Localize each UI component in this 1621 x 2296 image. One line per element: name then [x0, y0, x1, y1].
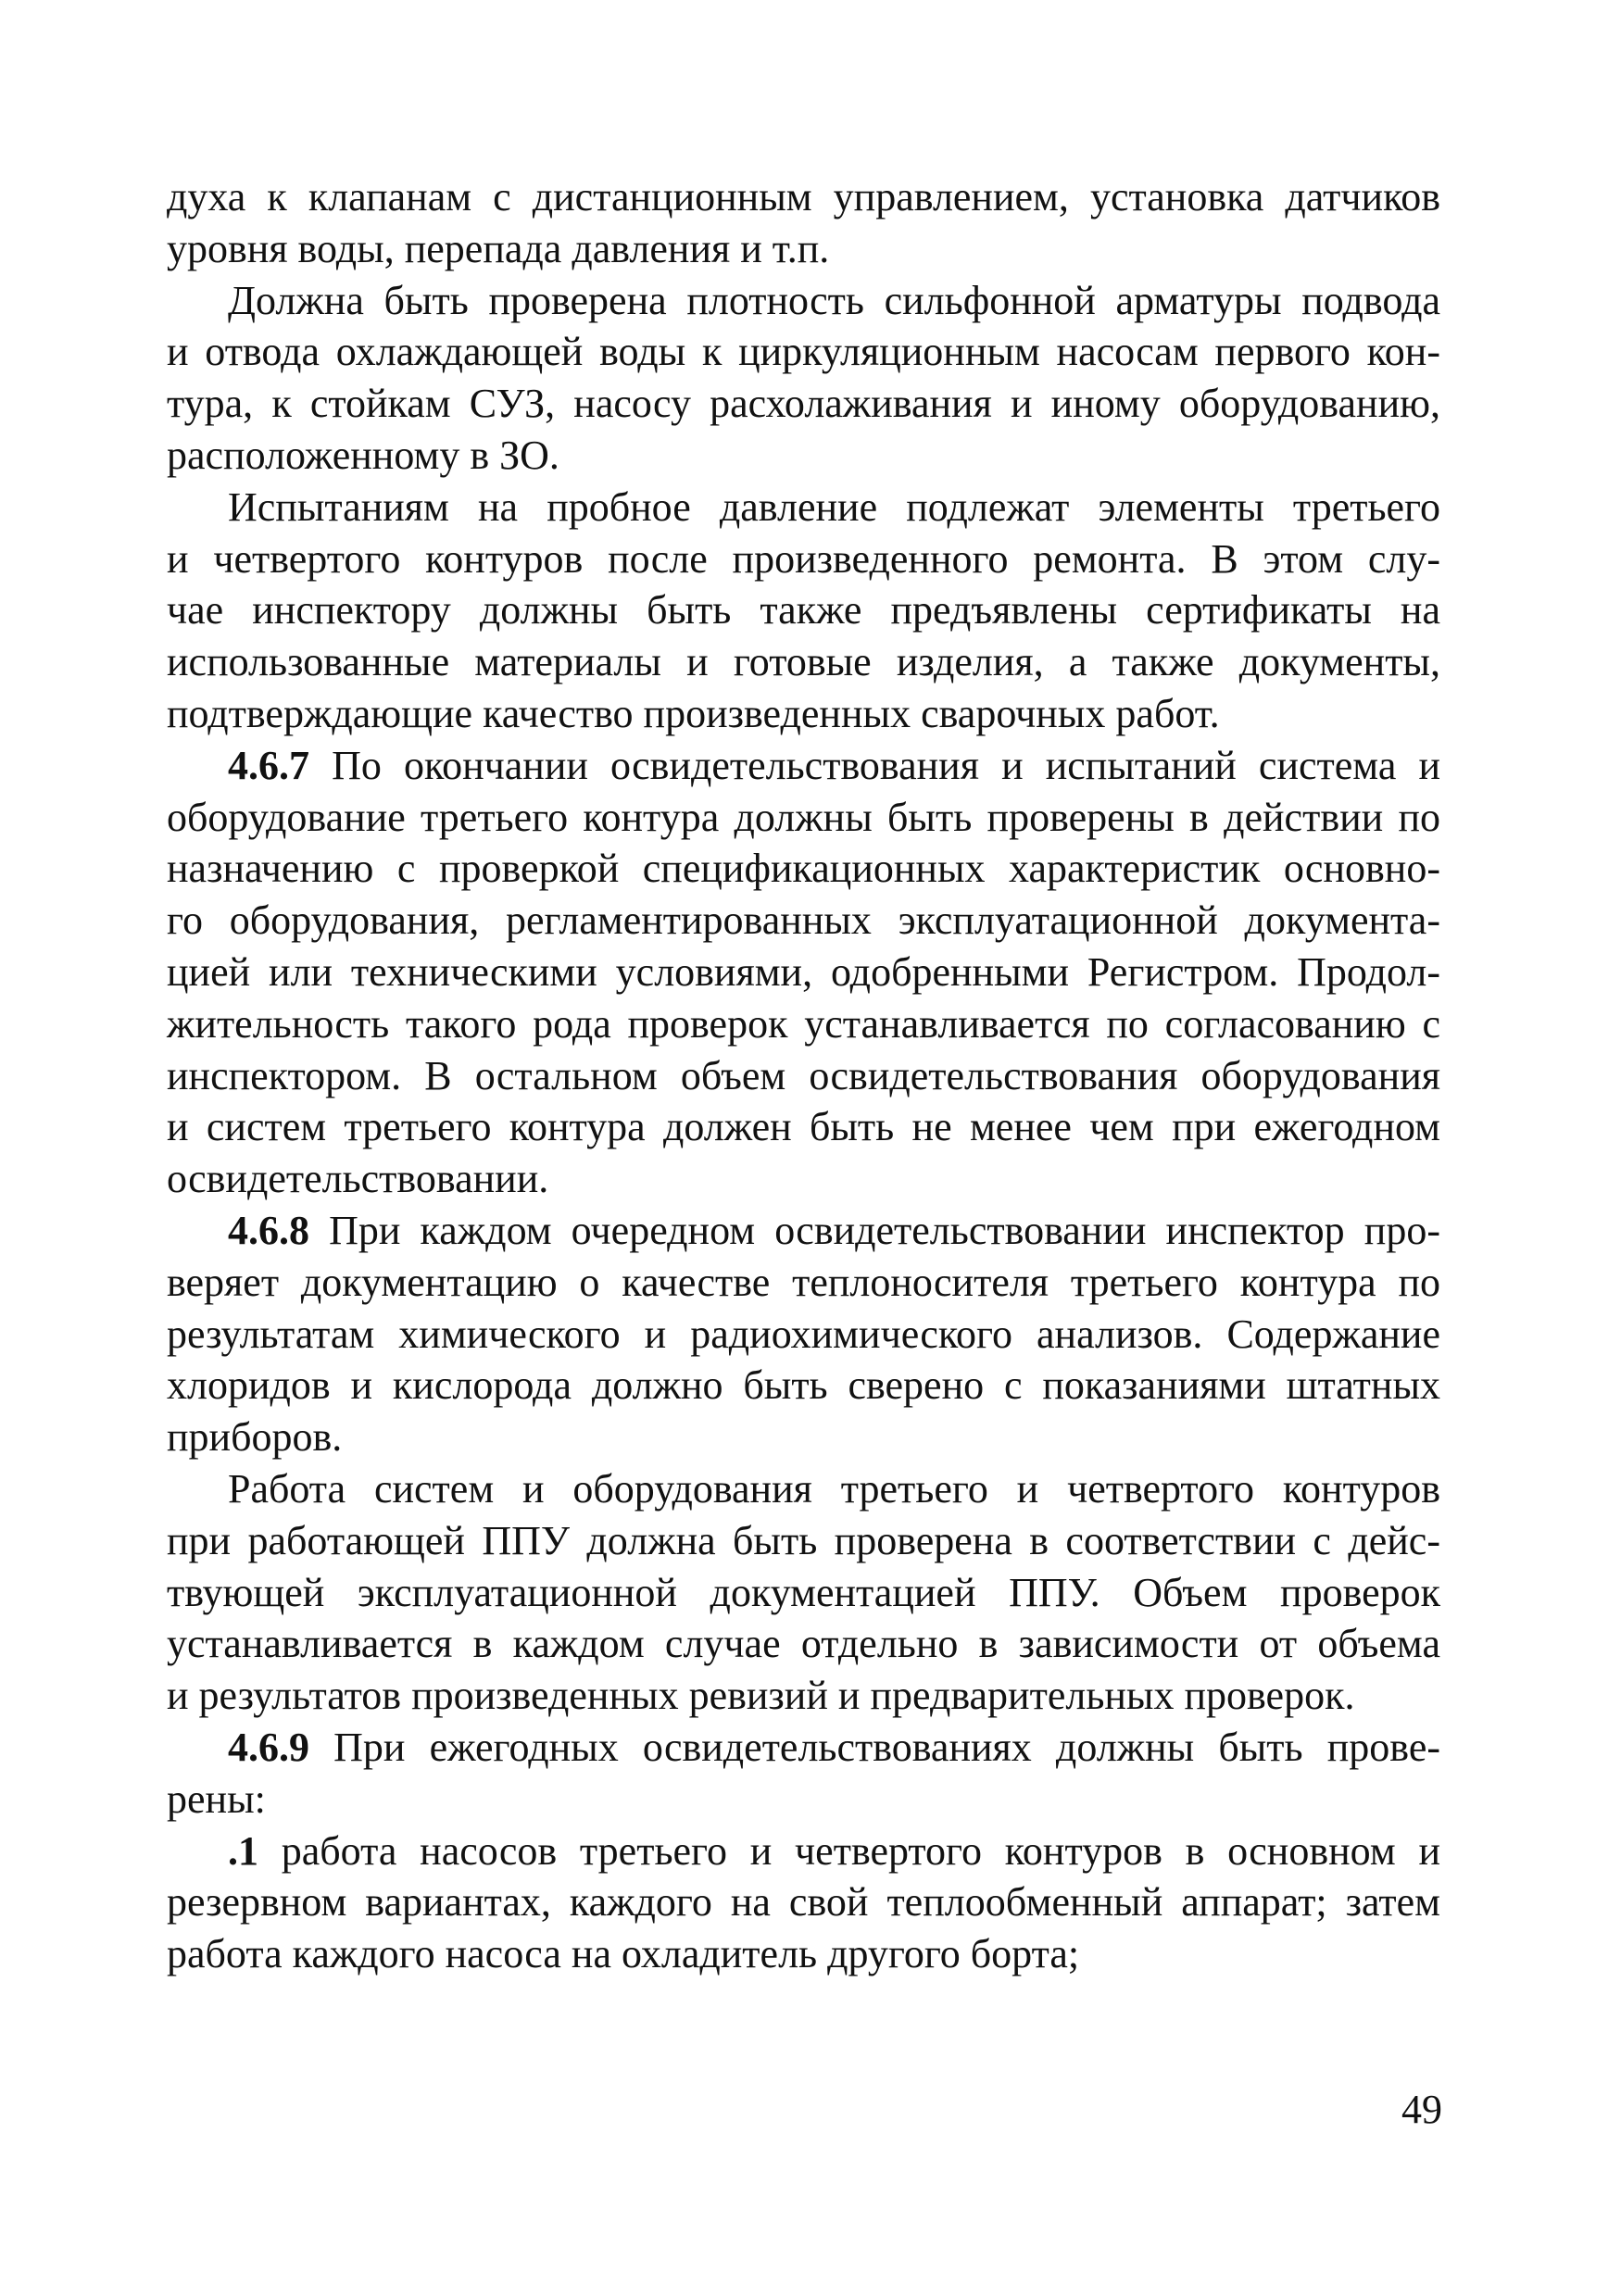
text-line: освидетельствовании.	[167, 1156, 549, 1202]
text-line: уровня воды, перепада давления и т.п.	[167, 225, 830, 271]
text-line: Работа систем и оборудования третьего и четвертого контуров	[228, 1465, 1440, 1512]
text-line-body: При каждом очередном освидетельствовании инспектор про-	[309, 1207, 1440, 1253]
text-line	[167, 1722, 1440, 1774]
text-line: духа к клапанам с дистанционным управлением, установка датчиков	[167, 174, 1440, 220]
text-line: и результатов произведенных ревизий и предварительных проверок.	[167, 1673, 1355, 1719]
text-line: жительность такого рода проверок устанавливается по согласованию с	[167, 1000, 1440, 1047]
text-line: расположенному в ЗО.	[167, 432, 559, 478]
paragraph	[167, 171, 1440, 275]
paragraph	[167, 1463, 1440, 1722]
text-line: чае инспектору должны быть также предъявлены сертификаты на	[167, 587, 1440, 634]
text-line: Должна быть проверена плотность сильфонной арматуры подвода	[228, 277, 1440, 323]
text-line: го оборудования, регламентированных эксплуатационной документа-	[167, 897, 1440, 944]
text-line	[167, 1205, 1440, 1257]
text-line: рены:	[167, 1775, 266, 1822]
section-number: 4.6.9	[228, 1724, 309, 1770]
text-line: твующей эксплуатационной документацией ППУ. Объем проверок	[167, 1569, 1440, 1615]
text-line-body: работа насосов третьего и четвертого контуров в основном и	[258, 1827, 1440, 1874]
text-line: Испытаниям на пробное давление подлежат элементы третьего	[228, 483, 1440, 530]
paragraph	[167, 482, 1440, 740]
text-line-body: По окончании освидетельствования и испытаний система и	[309, 742, 1440, 788]
text-line: назначению с проверкой спецификационных характеристик основно-	[167, 846, 1440, 892]
text-line: инспектором. В остальном объем освидетельствования оборудования	[167, 1052, 1440, 1098]
section-number: 4.6.8	[228, 1207, 309, 1253]
page-body-text	[167, 171, 1440, 1980]
text-line: тура, к стойкам СУЗ, насосу расхолаживания и иному оборудованию,	[167, 381, 1440, 427]
paragraph	[167, 740, 1440, 1205]
section-number: 4.6.7	[228, 742, 309, 788]
text-line: работа каждого насоса на охладитель другого борта;	[167, 1931, 1080, 1977]
text-line	[167, 1826, 1440, 1877]
text-line: и систем третьего контура должен быть не менее чем при ежегодном	[167, 1104, 1440, 1150]
text-line: резервном вариантах, каждого на свой теплообменный аппарат; затем	[167, 1879, 1440, 1926]
text-line: приборов.	[167, 1414, 343, 1461]
text-line: использованные материалы и готовые изделия, а также документы,	[167, 639, 1440, 685]
paragraph	[167, 1826, 1440, 1980]
text-line: и четвертого контуров после произведенного ремонта. В этом слу-	[167, 535, 1440, 582]
text-line: подтверждающие качество произведенных сварочных работ.	[167, 690, 1220, 736]
text-line	[167, 740, 1440, 792]
text-line: результатам химического и радиохимического анализов. Содержание	[167, 1311, 1440, 1357]
text-line: оборудование третьего контура должны быть проверены в действии по	[167, 794, 1440, 840]
text-line: цией или техническими условиями, одобренными Регистром. Продол-	[167, 948, 1440, 995]
text-line: веряет документацию о качестве теплоносителя третьего контура по	[167, 1259, 1440, 1305]
paragraph	[167, 275, 1440, 482]
text-line: хлоридов и кислорода должно быть сверено с показаниями штатных	[167, 1362, 1440, 1409]
text-line: при работающей ППУ должна быть проверена в соответствии с дейс-	[167, 1517, 1440, 1563]
text-line-body: При ежегодных освидетельствованиях должны быть прове-	[309, 1724, 1440, 1770]
text-line: устанавливается в каждом случае отдельно в зависимости от объема	[167, 1621, 1440, 1667]
list-item-number: .1	[228, 1827, 258, 1874]
page-number: 49	[1401, 2087, 1442, 2132]
text-line: и отвода охлаждающей воды к циркуляционным насосам первого кон-	[167, 329, 1440, 375]
paragraph	[167, 1205, 1440, 1463]
paragraph	[167, 1722, 1440, 1826]
